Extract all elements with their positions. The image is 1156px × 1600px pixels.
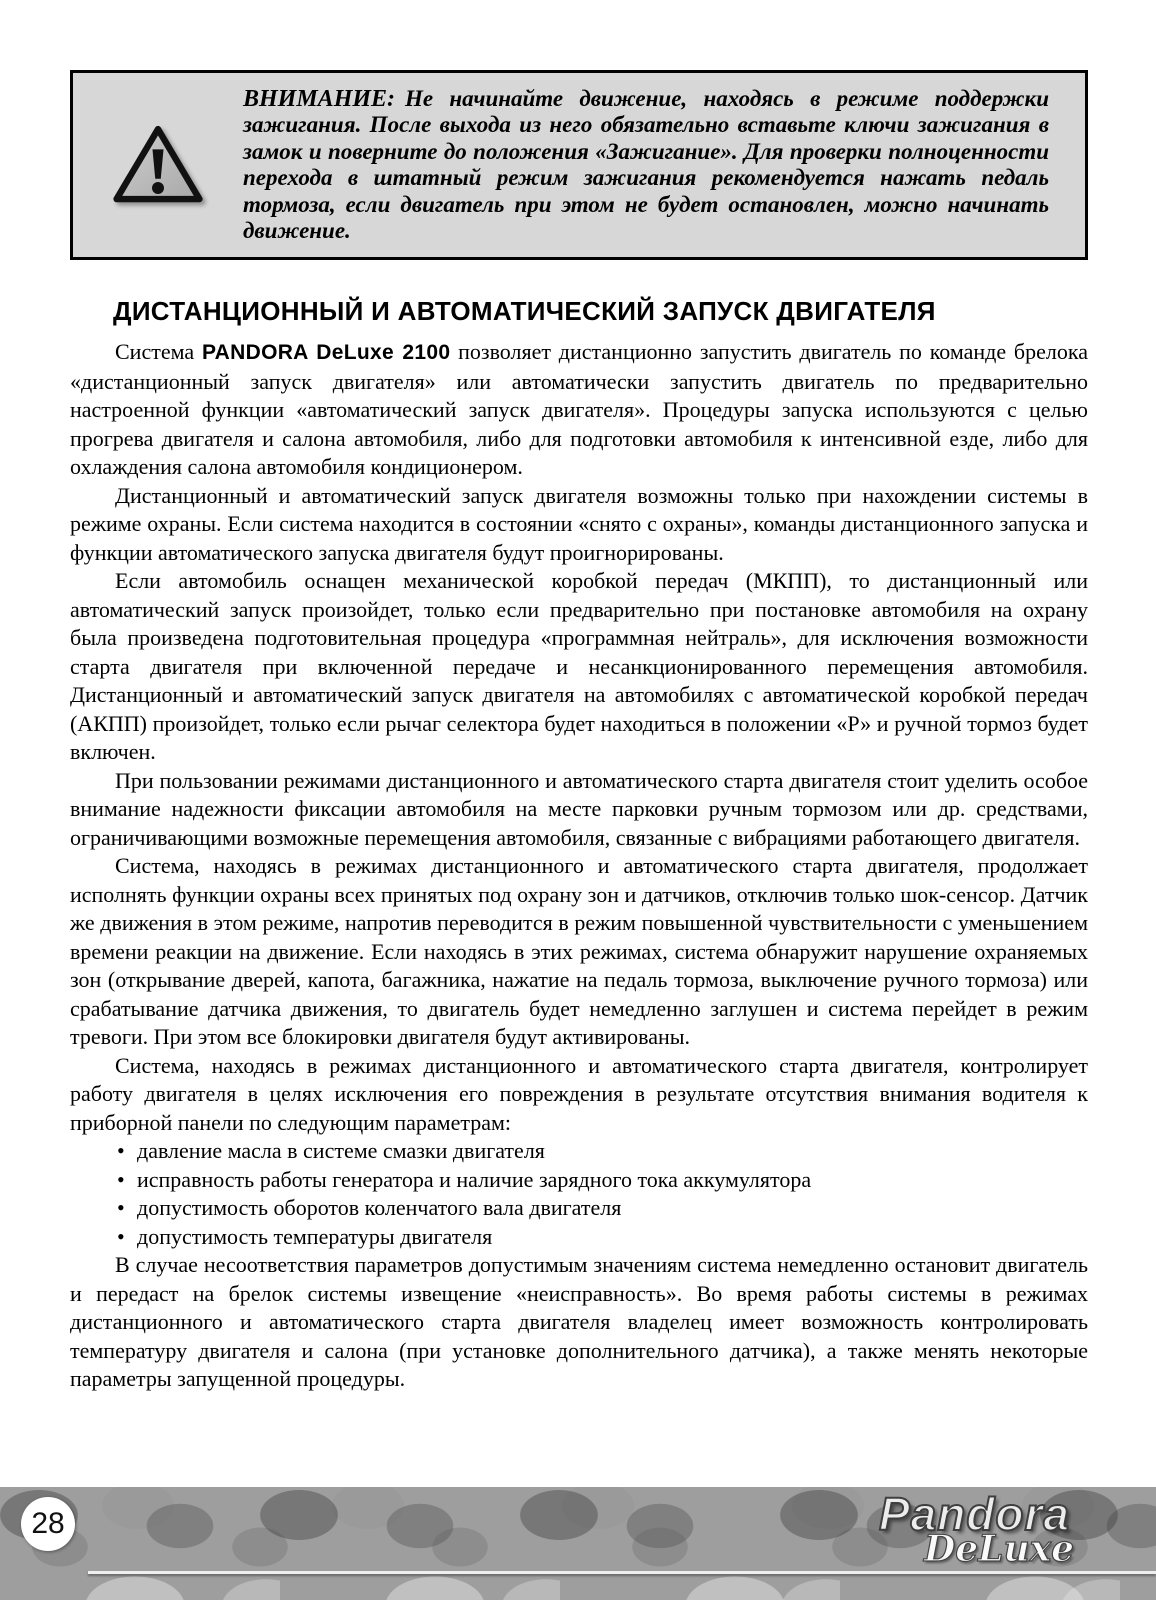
paragraph: Система, находясь в режимах дистанционного и автоматического старта двигателя, контролирует работу двигателя в целях исключения его повреждения в результате отсутствия внимания водителя к приборной панели по следующим параметрам: xyxy=(70,1052,1088,1135)
list-item xyxy=(70,1194,1088,1223)
section-title: ДИСТАНЦИОННЫЙ И АВТОМАТИЧЕСКИЙ ЗАПУСК ДВИГАТЕЛЯ xyxy=(113,296,936,326)
footer-band xyxy=(0,1487,1156,1600)
warning-text xyxy=(243,86,1085,245)
brand-logo xyxy=(878,1488,1074,1570)
paragraph xyxy=(70,338,1088,482)
list-item-text: давление масла в системе смазки двигателя xyxy=(137,1138,545,1163)
list-item-text: допустимость температуры двигателя xyxy=(137,1223,493,1249)
page-number-badge xyxy=(21,1497,75,1551)
body-text xyxy=(70,338,1088,1394)
bullet-icon: • xyxy=(117,1223,125,1249)
list-item xyxy=(70,1137,1088,1166)
paragraph-text: позволяет дистанционно запустить двигатель по команде брелока «дистанционный запуск двигателя» или автоматически запустить двигатель по предварительно настроенной функции «автоматический запуск двигателя». Процедуры запуска используются с целью прогрева двигателя и салона автомобиля, либо для подготовки автомобиля к интенсивной езде, либо для охлаждения салона автомобиля кондиционером. xyxy=(70,339,1088,479)
paragraph: Дистанционный и автоматический запуск двигателя возможны только при нахождении системы в режиме охраны. Если система находится в состоянии «снято с охраны», команды дистанционного запуска и функции автоматического запуска двигателя будут проигнорированы. xyxy=(70,482,1088,565)
paragraph: В случае несоответствия параметров допустимым значениям система немедленно остановит двигатель и передаст на брелок системы извещение «неисправность». Во время работы системы в режимах дистанционного и автоматического старта двигателя владелец имеет возможность контролировать температуру двигателя и салона (при установке дополнительного датчика), а также менять некоторые параметры запущенной процедуры. xyxy=(70,1252,1088,1391)
list-item xyxy=(70,1166,1088,1195)
footer-divider xyxy=(88,1571,1156,1574)
bullet-icon: • xyxy=(117,1166,125,1192)
warning-triangle-icon xyxy=(73,123,243,207)
paragraph: Система, находясь в режимах дистанционного и автоматического старта двигателя, продолжает исполнять функции охраны всех принятых под охрану зон и датчиков, отключив только шок-сенсор. Датчик же движения в этом режиме, напротив переводится в режим повышенной чувствительности с уменьшением времени реакции на движение. Если находясь в этих режимах, система обнаружит нарушение охраняемых зон (открывание дверей, капота, багажника, нажатие на педаль тормоза, выключение ручного тормоза) или срабатывание датчика движения, то двигатель будет немедленно заглушен и система перейдет в режим тревоги. При этом все блокировки двигателя будут активированы. xyxy=(70,853,1088,1049)
warning-body-text: Не начинайте движение, находясь в режиме поддержки зажигания. После выхода из него обязательно вставьте ключи зажигания в замок и поверните до положения «Зажигание». Для проверки полноценности перехода в штатный режим зажигания рекомендуется нажать педаль тормоза, если двигатель при этом не будет остановлен, можно начинать движение. xyxy=(243,85,1049,243)
warning-box xyxy=(70,70,1088,260)
warning-label: ВНИМАНИЕ: xyxy=(243,85,396,112)
logo-deluxe: DeLuxe xyxy=(924,1528,1074,1570)
bullet-icon: • xyxy=(117,1195,125,1220)
page-number: 28 xyxy=(31,1507,65,1540)
logo-pandora: Pandora xyxy=(878,1488,1070,1540)
paragraph: Если автомобиль оснащен механической коробкой передач (МКПП), то дистанционный или автоматический запуск произойдет, только если предварительно при постановке автомобиля на охрану была произведена подготовительная процедура «программная нейтраль», для исключения возможности старта двигателя при включенной передаче и несанкционированного перемещения автомобиля. Дистанционный и автоматический запуск двигателя на автомобилях с автоматической коробкой передач (АКПП) произойдет, только если рычаг селектора будет находиться в положении «Р» и ручной тормоз будет включен. xyxy=(70,568,1088,764)
paragraph-text: Система xyxy=(115,339,202,364)
list-item-text: допустимость оборотов коленчатого вала двигателя xyxy=(137,1195,622,1220)
bullet-icon: • xyxy=(117,1138,125,1163)
list-item xyxy=(70,1223,1088,1252)
brand-name: PANDORA DeLuxe 2100 xyxy=(201,341,451,364)
bullet-list xyxy=(70,1137,1088,1251)
paragraph: При пользовании режимами дистанционного и автоматического старта двигателя стоит уделить особое внимание надежности фиксации автомобиля на месте парковки ручным тормозом или др. средствами, ограничивающими возможные перемещения автомобиля, связанные с вибрациями работающего двигателя. xyxy=(70,767,1088,850)
list-item-text: исправность работы генератора и наличие зарядного тока аккумулятора xyxy=(137,1166,812,1192)
